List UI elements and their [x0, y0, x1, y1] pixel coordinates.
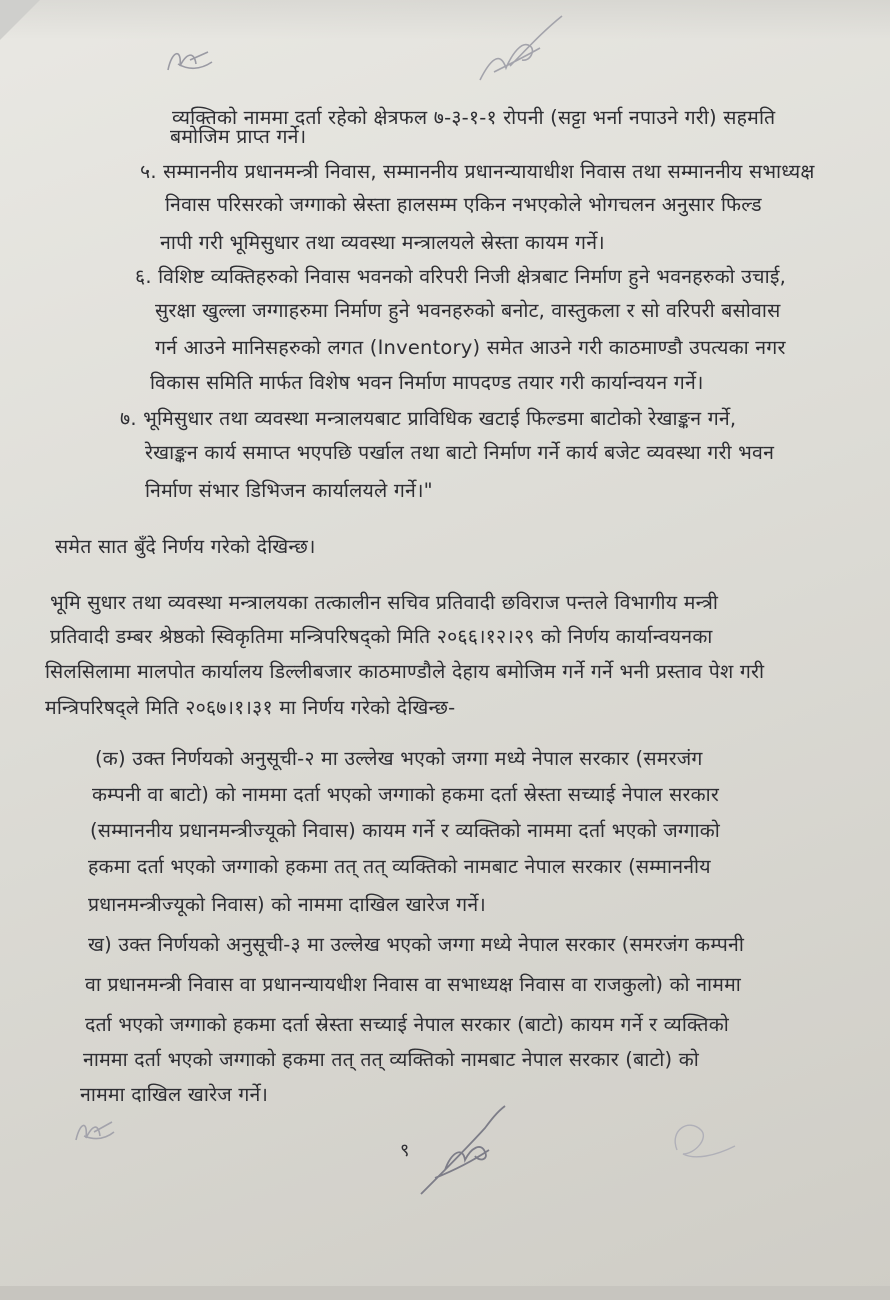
- clause-ka: (क) उक्त निर्णयको अनुसूची-२ मा उल्लेख भएको जग्गा मध्ये नेपाल सरकार (समरजंग: [95, 747, 703, 770]
- text-line: प्रधानमन्त्रीज्यूको निवास) को नाममा दाखिल खारेज गर्ने।: [88, 893, 486, 916]
- text-line: दर्ता भएको जग्गाको हकमा दर्ता स्रेस्ता सच्याई नेपाल सरकार (बाटो) कायम गर्ने र व्यक्तिको: [85, 1013, 729, 1036]
- text-line: नाममा दर्ता भएको जग्गाको हकमा तत् तत् व्यक्तिको नामबाट नेपाल सरकार (बाटो) को: [83, 1048, 699, 1071]
- signature-bottom-center: [415, 1100, 525, 1200]
- text-line: हकमा दर्ता भएको जग्गाको हकमा तत् तत् व्यक्तिको नामबाट नेपाल सरकार (सम्माननीय: [88, 855, 711, 878]
- text-line: विकास समिति मार्फत विशेष भवन निर्माण मापदण्ड तयार गरी कार्यान्वयन गर्ने।: [150, 371, 704, 394]
- signature-bottom-right: [665, 1110, 745, 1170]
- list-item-5: ५. सम्माननीय प्रधानमन्त्री निवास, सम्माननीय प्रधानन्यायाधीश निवास तथा सम्माननीय सभाध्यक्ष: [140, 160, 815, 183]
- page-bottom-edge: [0, 1286, 890, 1300]
- page-top-shadow: [0, 0, 890, 40]
- text-line: निवास परिसरको जग्गाको स्रेस्ता हालसम्म एकिन नभएकोले भोगचलन अनुसार फिल्ड: [165, 193, 762, 216]
- text-line: निर्माण संभार डिभिजन कार्यालयले गर्ने।": [145, 479, 433, 502]
- paragraph-line: सिलसिलामा मालपोत कार्यालय डिल्लीबजार काठमाण्डौले देहाय बमोजिम गर्ने गर्ने भनी प्रस्ताव पेश गरी: [45, 660, 765, 683]
- signature-top-center: [470, 10, 570, 90]
- text-line: व्यक्तिको नाममा दर्ता रहेको क्षेत्रफल ७-३-१-१ रोपनी (सट्टा भर्ना नपाउने गरी) सहमति: [172, 106, 776, 129]
- signature-bottom-left: [70, 1110, 120, 1150]
- paragraph-line: मन्त्रिपरिषद्ले मिति २०६७।१।३१ मा निर्णय गरेको देखिन्छ-: [45, 696, 456, 719]
- text-line: नाममा दाखिल खारेज गर्ने।: [80, 1083, 269, 1106]
- text-line: (सम्माननीय प्रधानमन्त्रीज्यूको निवास) कायम गर्ने र व्यक्तिको नाममा दर्ता भएको जग्गाको: [90, 819, 721, 842]
- text-line: बमोजिम प्राप्त गर्ने।: [170, 125, 307, 148]
- text-line: समेत सात बुँदे निर्णय गरेको देखिन्छ।: [55, 535, 316, 558]
- page-corner-fold: [0, 0, 40, 40]
- paragraph-line: प्रतिवादी डम्बर श्रेष्ठको स्विकृतिमा मन्त्रिपरिषद्को मिति २०६६।१२।२९ को निर्णय कार्यान्वयनका: [50, 625, 713, 648]
- text-line: वा प्रधानमन्त्री निवास वा प्रधानन्यायधीश निवास वा सभाध्यक्ष निवास वा राजकुलो) को नाममा: [85, 973, 742, 996]
- text-line: सुरक्षा खुल्ला जग्गाहरुमा निर्माण हुने भवनहरुको बनोट, वास्तुकला र सो वरिपरी बसोवास: [155, 299, 781, 322]
- page-number: ९: [400, 1140, 410, 1161]
- list-item-6: ६. विशिष्ट व्यक्तिहरुको निवास भवनको वरिपरी निजी क्षेत्रबाट निर्माण हुने भवनहरुको उचाई,: [135, 265, 786, 288]
- text-line: रेखाङ्कन कार्य समाप्त भएपछि पर्खाल तथा बाटो निर्माण गर्ने कार्य बजेट व्यवस्था गरी भवन: [145, 441, 775, 464]
- text-line: नापी गरी भूमिसुधार तथा व्यवस्था मन्त्रालयले स्रेस्ता कायम गर्ने।: [160, 231, 605, 254]
- paragraph-line: भूमि सुधार तथा व्यवस्था मन्त्रालयका तत्कालीन सचिव प्रतिवादी छविराज पन्तले विभागीय मन्त्री: [50, 591, 719, 614]
- text-line: कम्पनी वा बाटो) को नाममा दर्ता भएको जग्गाको हकमा दर्ता स्रेस्ता सच्याई नेपाल सरकार: [92, 783, 720, 806]
- clause-kha: ख) उक्त निर्णयको अनुसूची-३ मा उल्लेख भएको जग्गा मध्ये नेपाल सरकार (समरजंग कम्पनी: [88, 933, 745, 956]
- signature-top-left: [160, 40, 220, 80]
- list-item-7: ७. भूमिसुधार तथा व्यवस्था मन्त्रालयबाट प्राविधिक खटाई फिल्डमा बाटोको रेखाङ्कन गर्ने,: [120, 407, 737, 430]
- text-line: गर्न आउने मानिसहरुको लगत (Inventory) समेत आउने गरी काठमाण्डौ उपत्यका नगर: [155, 336, 786, 359]
